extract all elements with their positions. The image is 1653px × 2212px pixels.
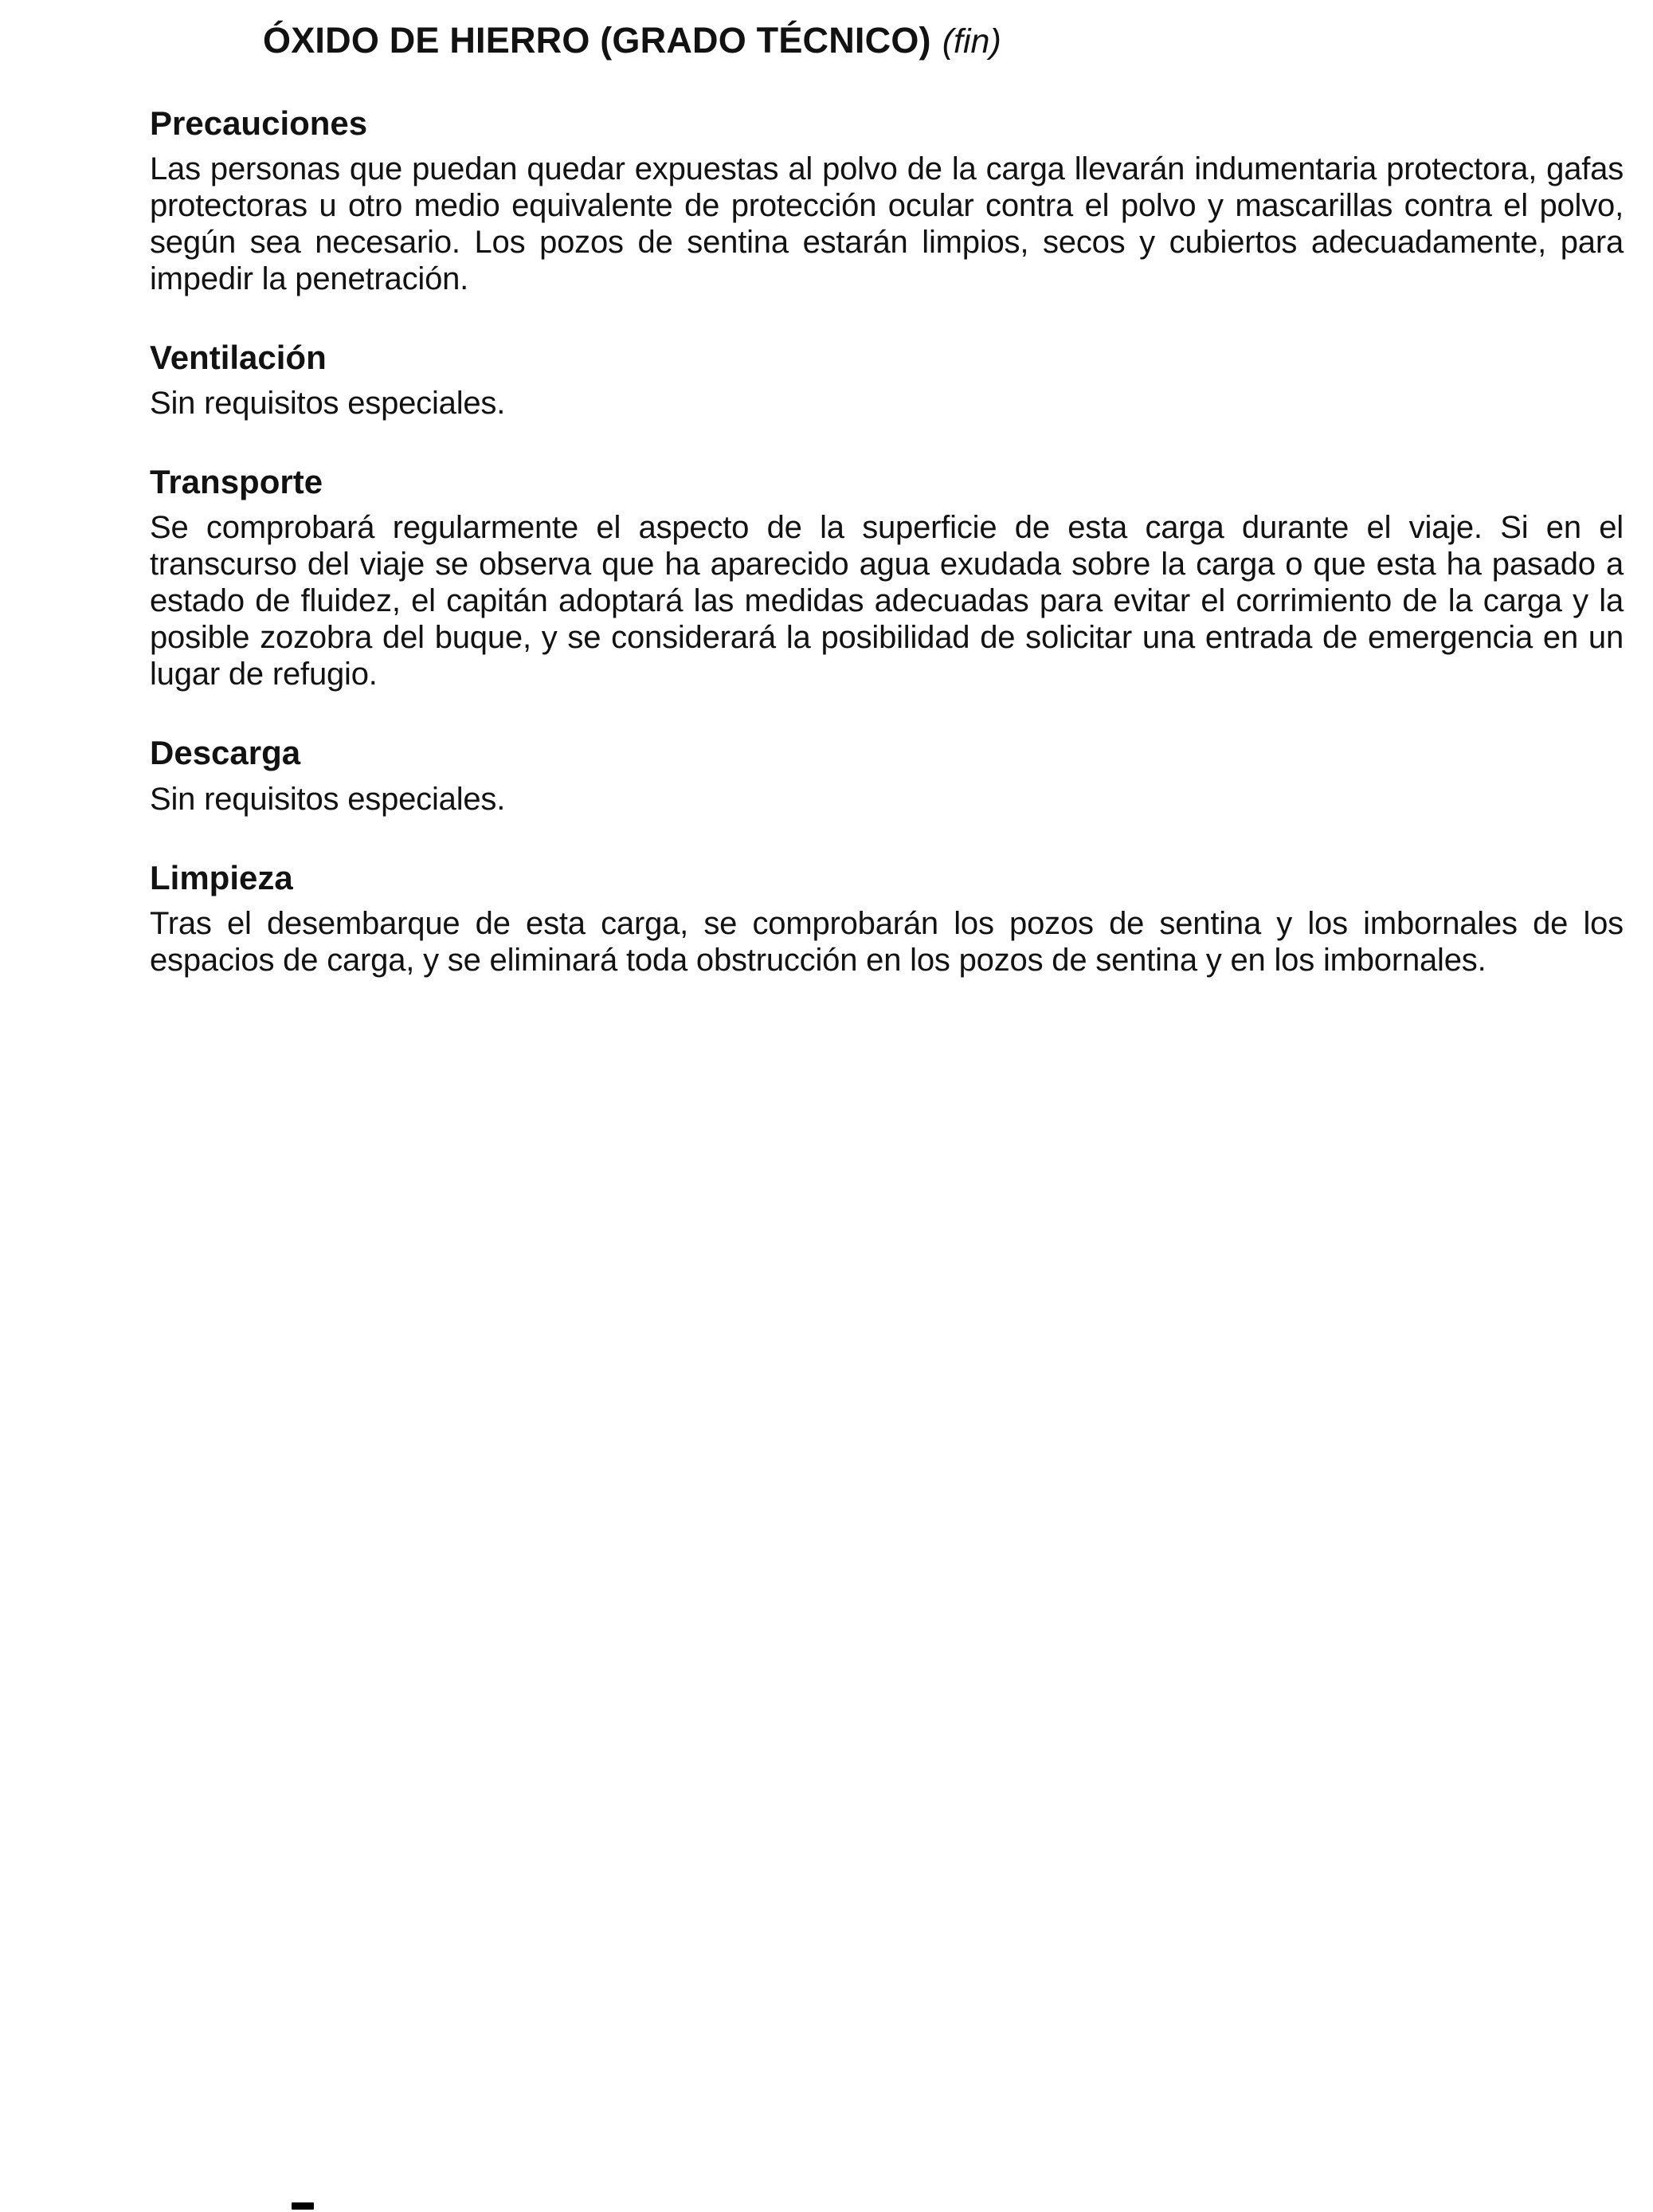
section-heading-transporte: Transporte bbox=[150, 463, 323, 501]
section-ventilacion bbox=[150, 339, 1624, 422]
section-heading-ventilacion: Ventilación bbox=[150, 338, 327, 376]
section-transporte bbox=[150, 463, 1624, 692]
section-body-limpieza: Tras el desembarque de esta carga, se comprobarán los pozos de sentina y los imbornales de los espacios de carga, y se eliminará toda obstrucción en los pozos de sentina y en los imbornales. bbox=[150, 906, 1624, 979]
section-body-transporte: Se comprobará regularmente el aspecto de la superficie de esta carga durante el viaje. Si en el transcurso del viaje se observa que ha aparecido agua exudada sobre la carga o que esta ha pasado a estado de fluidez, el capitán adoptará las medidas adecuadas para evitar el corrimiento de la carga y la posible zozobra del buque, y se considerará la posibilidad de solicitar una entrada de emergencia en un lugar de refugio. bbox=[150, 510, 1624, 692]
section-body-ventilacion: Sin requisitos especiales. bbox=[150, 386, 506, 422]
section-heading-precauciones: Precauciones bbox=[150, 104, 368, 142]
title-continuation-note: (fin) bbox=[942, 22, 1001, 61]
section-body-descarga: Sin requisitos especiales. bbox=[150, 781, 506, 817]
section-precauciones bbox=[150, 104, 1624, 297]
scan-artifact-mark bbox=[292, 2202, 314, 2210]
section-heading-descarga: Descarga bbox=[150, 734, 301, 772]
page-title bbox=[263, 19, 1624, 63]
cargo-name-title: ÓXIDO DE HIERRO (GRADO TÉCNICO) bbox=[263, 20, 931, 61]
section-limpieza bbox=[150, 859, 1624, 979]
section-body-precauciones: Las personas que puedan quedar expuestas al polvo de la carga llevarán indumentaria protectora, gafas protectoras u otro medio equivalente de protección ocular contra el polvo y mascarillas contra el polvo, según sea necesario. Los pozos de sentina estarán limpios, secos y cubiertos adecuadamente, para impedir la penetración. bbox=[150, 151, 1624, 296]
page-content bbox=[150, 0, 1624, 979]
section-descarga bbox=[150, 734, 1624, 817]
section-heading-limpieza: Limpieza bbox=[150, 858, 293, 896]
